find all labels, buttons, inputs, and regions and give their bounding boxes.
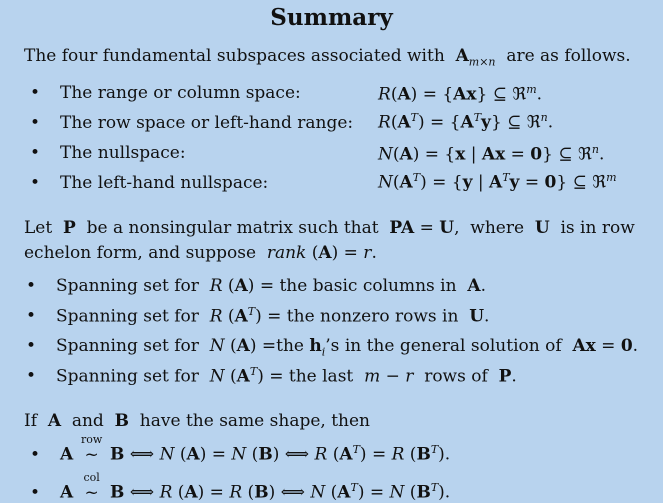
- subspace-label: The range or column space:: [60, 83, 301, 103]
- spanning-range: Spanning set for R (A) = the basic columns in A.: [56, 276, 486, 296]
- paragraph-echelon: echelon form, and suppose rank (A) = r.: [24, 243, 377, 263]
- paragraph-nonsingular: Let P be a nonsingular matrix such that PA = U, where U is in row: [24, 218, 635, 238]
- bullet-icon: •: [30, 173, 41, 193]
- bullet-icon: •: [26, 366, 37, 386]
- subspace-label: The left-hand nullspace:: [60, 173, 269, 193]
- page-title: Summary: [270, 4, 393, 31]
- spanning-nullspace: Spanning set for N (A) =the $h_i’s$ in the general solution of Ax = 0.: [56, 336, 639, 359]
- subspace-label: The nullspace:: [60, 143, 186, 163]
- spanning-left-nullspace: Spanning set for N $(A^T)$ = the last m − r rows of P.: [56, 365, 517, 387]
- row-equivalence: A row ~ B ⟺ N (A) = N (B) ⟺ R $(A^T) = R$ $(B^T)$.: [60, 432, 451, 465]
- bullet-icon: •: [30, 143, 41, 163]
- subspace-label: The row space or left-hand range:: [60, 113, 354, 133]
- bullet-icon: •: [30, 483, 41, 503]
- bullet-icon: •: [26, 276, 37, 296]
- subspace-formula: R(A) = {Ax} ⊆ ℜ$^m$.: [378, 83, 543, 105]
- subspace-formula: N(A) = {x | Ax = 0} ⊆ ℜ$^n$.: [378, 143, 605, 165]
- bullet-icon: •: [30, 445, 41, 465]
- intro-text: The four fundamental subspaces associated with $A_{m\times n}$ are as follows.: [24, 46, 631, 69]
- bullet-icon: •: [30, 113, 41, 133]
- subspace-formula: $N(A^T) = \{y$ | $A^Ty = 0$} ⊆ ℜ$^m$: [378, 171, 617, 193]
- column-equivalence: A col ~ B ⟺ R (A) = R (B) ⟺ N $(A^T) = N$ $(B^T)$.: [60, 470, 451, 503]
- spanning-row-space: Spanning set for R $(A^T)$ = the nonzero rows in U.: [56, 305, 490, 327]
- paragraph-same-shape: If A and B have the same shape, then: [24, 411, 370, 431]
- bullet-icon: •: [26, 336, 37, 356]
- bullet-icon: •: [26, 306, 37, 326]
- bullet-icon: •: [30, 83, 41, 103]
- subspace-formula: $R(A^T) = \{A^Ty\}$ ⊆ ℜ$^n$.: [378, 111, 554, 133]
